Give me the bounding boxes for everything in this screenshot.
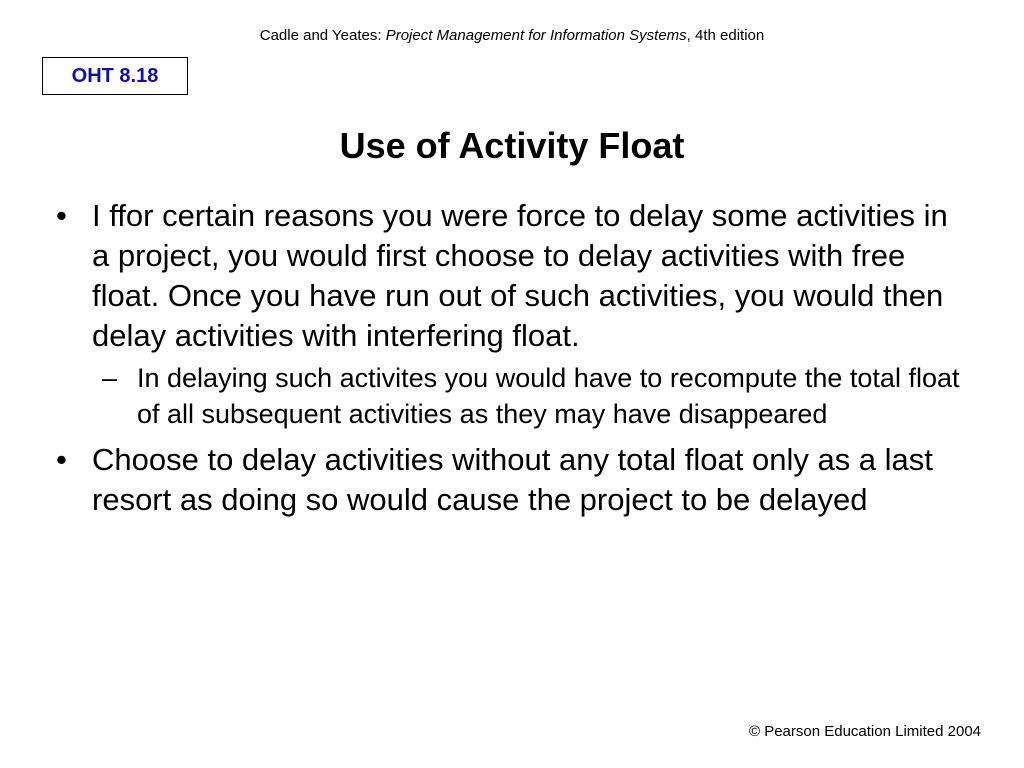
slide-label-box xyxy=(42,57,188,95)
bullet-item xyxy=(52,196,972,356)
slide-label: OHT 8.18 xyxy=(71,64,159,87)
bullet-dot-icon: • xyxy=(56,442,67,477)
book-citation-header xyxy=(0,27,1024,45)
bullet-text: Choose to delay activities without any total float only as a last resort as doing so would cause the project to be delayed xyxy=(92,442,933,517)
bullet-dot-icon: • xyxy=(56,198,67,233)
sub-bullet-text: In delaying such activites you would have to recompute the total float of all subsequent activities as they may have disappeared xyxy=(137,363,960,429)
slide-body xyxy=(52,196,972,524)
bullet-text: I ffor certain reasons you were force to delay some activities in a project, you would first choose to delay activities with free float. Once you have run out of such activities, you would then delay activities with interfering float. xyxy=(92,198,948,353)
sub-bullet-item xyxy=(102,360,962,432)
citation-authors: Cadle and Yeates: xyxy=(259,27,386,44)
dash-icon: – xyxy=(102,363,118,393)
citation-edition: , 4th edition xyxy=(686,27,765,44)
citation-book-title: Project Management for Information Systems xyxy=(385,27,687,44)
bullet-item xyxy=(52,440,972,520)
slide-title: Use of Activity Float xyxy=(339,125,685,166)
copyright-footer: © Pearson Education Limited 2004 xyxy=(748,723,981,740)
